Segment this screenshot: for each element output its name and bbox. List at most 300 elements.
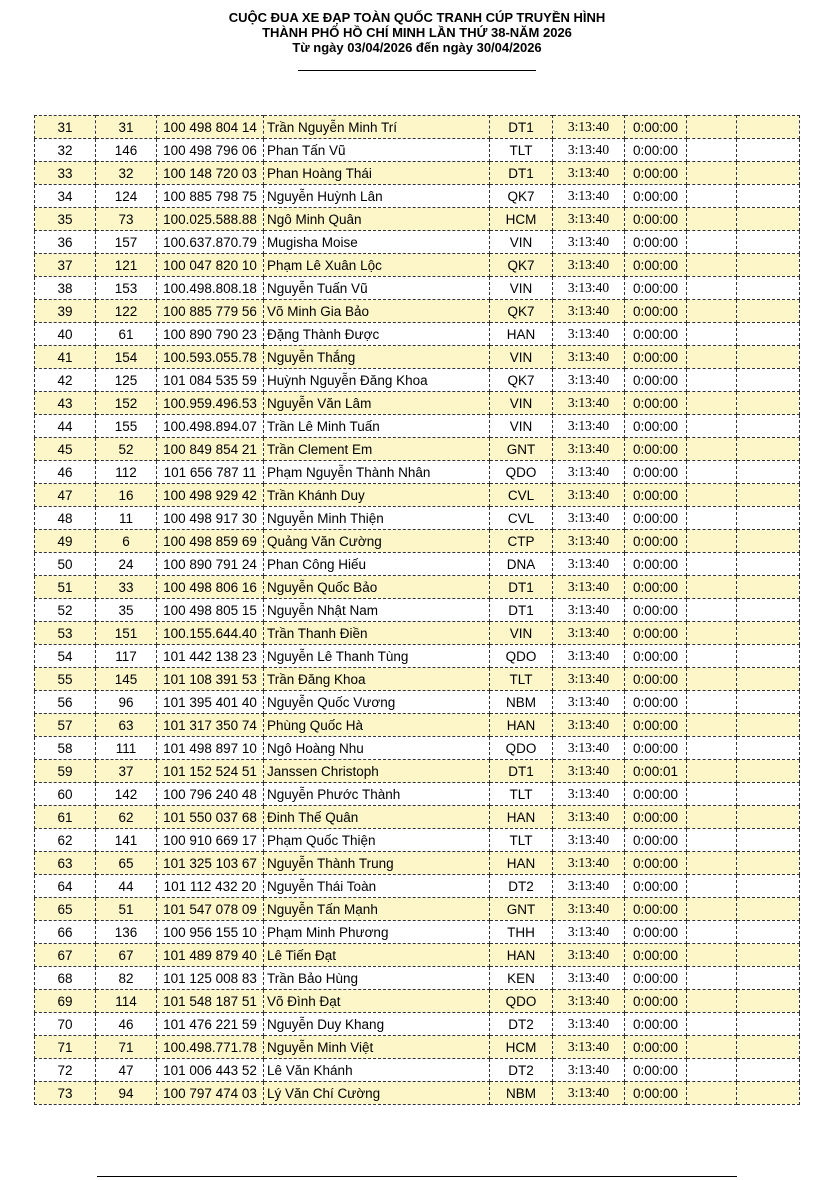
uci-id-cell: 101 476 221 59 [157,1013,264,1036]
team-code-cell: DT1 [490,760,553,783]
bib-cell: 16 [96,484,157,507]
rank-cell: 51 [35,576,96,599]
rank-cell: 67 [35,944,96,967]
rider-name-cell: Đặng Thành Được [264,323,490,346]
team-code-cell: VIN [490,277,553,300]
empty-cell [737,323,800,346]
bib-cell: 51 [96,898,157,921]
empty-cell [687,599,737,622]
empty-cell [687,484,737,507]
rank-cell: 53 [35,622,96,645]
bib-cell: 32 [96,162,157,185]
footer-divider [97,1176,737,1177]
finish-time-cell: 3:13:40 [553,1013,625,1036]
table-row [35,185,800,208]
empty-cell [737,944,800,967]
bib-cell: 111 [96,737,157,760]
rank-cell: 34 [35,185,96,208]
time-gap-cell: 0:00:00 [625,530,687,553]
uci-id-cell: 100.637.870.79 [157,231,264,254]
bib-cell: 136 [96,921,157,944]
results-body [35,116,800,1105]
time-gap-cell: 0:00:00 [625,1036,687,1059]
rider-name-cell: Phạm Nguyễn Thành Nhân [264,461,490,484]
rank-cell: 48 [35,507,96,530]
finish-time-cell: 3:13:40 [553,875,625,898]
empty-cell [687,162,737,185]
team-code-cell: VIN [490,622,553,645]
team-code-cell: HAN [490,852,553,875]
event-dates: Từ ngày 03/04/2026 đến ngày 30/04/2026 [292,40,542,55]
time-gap-cell: 0:00:00 [625,645,687,668]
team-code-cell: QK7 [490,369,553,392]
uci-id-cell: 100 498 806 16 [157,576,264,599]
empty-cell [737,829,800,852]
bib-cell: 153 [96,277,157,300]
empty-cell [687,875,737,898]
time-gap-cell: 0:00:00 [625,438,687,461]
finish-time-cell: 3:13:40 [553,461,625,484]
table-row [35,967,800,990]
table-row [35,553,800,576]
uci-id-cell: 100 498 929 42 [157,484,264,507]
table-row [35,668,800,691]
team-code-cell: DT1 [490,576,553,599]
bib-cell: 6 [96,530,157,553]
finish-time-cell: 3:13:40 [553,300,625,323]
rider-name-cell: Nguyễn Huỳnh Lân [264,185,490,208]
rider-name-cell: Phạm Lê Xuân Lộc [264,254,490,277]
team-code-cell: QDO [490,645,553,668]
uci-id-cell: 100 498 804 14 [157,116,264,139]
table-row [35,806,800,829]
uci-id-cell: 101 108 391 53 [157,668,264,691]
finish-time-cell: 3:13:40 [553,668,625,691]
rider-name-cell: Nguyễn Tấn Mạnh [264,898,490,921]
team-code-cell: HCM [490,1036,553,1059]
rank-cell: 33 [35,162,96,185]
rank-cell: 58 [35,737,96,760]
table-row [35,921,800,944]
bib-cell: 141 [96,829,157,852]
uci-id-cell: 101 489 879 40 [157,944,264,967]
rank-cell: 71 [35,1036,96,1059]
rank-cell: 36 [35,231,96,254]
uci-id-cell: 101 006 443 52 [157,1059,264,1082]
finish-time-cell: 3:13:40 [553,438,625,461]
finish-time-cell: 3:13:40 [553,346,625,369]
empty-cell [737,346,800,369]
rider-name-cell: Huỳnh Nguyễn Đăng Khoa [264,369,490,392]
team-code-cell: HAN [490,323,553,346]
rider-name-cell: Lý Văn Chí Cường [264,1082,490,1105]
rank-cell: 44 [35,415,96,438]
table-row [35,507,800,530]
rider-name-cell: Phan Tấn Vũ [264,139,490,162]
team-code-cell: QK7 [490,254,553,277]
empty-cell [687,116,737,139]
time-gap-cell: 0:00:00 [625,116,687,139]
empty-cell [687,921,737,944]
rank-cell: 32 [35,139,96,162]
empty-cell [687,829,737,852]
bib-cell: 24 [96,553,157,576]
finish-time-cell: 3:13:40 [553,898,625,921]
rider-name-cell: Trần Đăng Khoa [264,668,490,691]
rider-name-cell: Nguyễn Lê Thanh Tùng [264,645,490,668]
time-gap-cell: 0:00:00 [625,1013,687,1036]
uci-id-cell: 101 498 897 10 [157,737,264,760]
empty-cell [737,1059,800,1082]
empty-cell [737,921,800,944]
uci-id-cell: 100 498 796 06 [157,139,264,162]
time-gap-cell: 0:00:00 [625,852,687,875]
finish-time-cell: 3:13:40 [553,737,625,760]
table-row [35,392,800,415]
rider-name-cell: Nguyễn Phước Thành [264,783,490,806]
bib-cell: 146 [96,139,157,162]
table-row [35,783,800,806]
rank-cell: 65 [35,898,96,921]
empty-cell [737,162,800,185]
time-gap-cell: 0:00:00 [625,990,687,1013]
empty-cell [737,277,800,300]
empty-cell [737,530,800,553]
empty-cell [687,507,737,530]
empty-cell [687,139,737,162]
rank-cell: 31 [35,116,96,139]
table-row [35,691,800,714]
finish-time-cell: 3:13:40 [553,806,625,829]
finish-time-cell: 3:13:40 [553,553,625,576]
bib-cell: 124 [96,185,157,208]
rank-cell: 66 [35,921,96,944]
uci-id-cell: 100 796 240 48 [157,783,264,806]
team-code-cell: HAN [490,714,553,737]
rider-name-cell: Nguyễn Thành Trung [264,852,490,875]
bib-cell: 63 [96,714,157,737]
finish-time-cell: 3:13:40 [553,208,625,231]
bib-cell: 145 [96,668,157,691]
team-code-cell: HAN [490,944,553,967]
finish-time-cell: 3:13:40 [553,484,625,507]
empty-cell [687,576,737,599]
table-row [35,1059,800,1082]
team-code-cell: TLT [490,829,553,852]
team-code-cell: GNT [490,898,553,921]
time-gap-cell: 0:00:00 [625,622,687,645]
table-row [35,737,800,760]
empty-cell [687,530,737,553]
team-code-cell: VIN [490,231,553,254]
uci-id-cell: 100 849 854 21 [157,438,264,461]
time-gap-cell: 0:00:00 [625,415,687,438]
uci-id-cell: 101 395 401 40 [157,691,264,714]
rank-cell: 52 [35,599,96,622]
finish-time-cell: 3:13:40 [553,1036,625,1059]
bib-cell: 154 [96,346,157,369]
rank-cell: 39 [35,300,96,323]
time-gap-cell: 0:00:00 [625,208,687,231]
rider-name-cell: Võ Đình Đạt [264,990,490,1013]
rank-cell: 56 [35,691,96,714]
uci-id-cell: 100 885 798 75 [157,185,264,208]
uci-id-cell: 101 548 187 51 [157,990,264,1013]
empty-cell [737,1013,800,1036]
finish-time-cell: 3:13:40 [553,1082,625,1105]
rank-cell: 60 [35,783,96,806]
table-row [35,277,800,300]
team-code-cell: DT1 [490,599,553,622]
uci-id-cell: 100 148 720 03 [157,162,264,185]
rider-name-cell: Võ Minh Gia Bảo [264,300,490,323]
rank-cell: 35 [35,208,96,231]
table-row [35,599,800,622]
finish-time-cell: 3:13:40 [553,1059,625,1082]
empty-cell [737,415,800,438]
rank-cell: 61 [35,806,96,829]
empty-cell [687,1082,737,1105]
empty-cell [737,507,800,530]
rider-name-cell: Phan Hoàng Thái [264,162,490,185]
empty-cell [737,438,800,461]
time-gap-cell: 0:00:00 [625,1082,687,1105]
rank-cell: 40 [35,323,96,346]
time-gap-cell: 0:00:00 [625,944,687,967]
time-gap-cell: 0:00:00 [625,254,687,277]
rider-name-cell: Trần Nguyễn Minh Trí [264,116,490,139]
bib-cell: 65 [96,852,157,875]
time-gap-cell: 0:00:00 [625,392,687,415]
uci-id-cell: 100.155.644.40 [157,622,264,645]
empty-cell [687,783,737,806]
table-row [35,116,800,139]
uci-id-cell: 100.959.496.53 [157,392,264,415]
team-code-cell: DT1 [490,162,553,185]
rank-cell: 50 [35,553,96,576]
finish-time-cell: 3:13:40 [553,760,625,783]
time-gap-cell: 0:00:00 [625,875,687,898]
empty-cell [737,875,800,898]
empty-cell [687,369,737,392]
team-code-cell: VIN [490,415,553,438]
finish-time-cell: 3:13:40 [553,576,625,599]
rider-name-cell: Janssen Christoph [264,760,490,783]
time-gap-cell: 0:00:00 [625,162,687,185]
event-title: CUỘC ĐUA XE ĐẠP TOÀN QUỐC TRANH CÚP TRUYỀN HÌNH [228,10,606,25]
uci-id-cell: 100 890 790 23 [157,323,264,346]
rider-name-cell: Trần Bảo Hùng [264,967,490,990]
rider-name-cell: Trần Lê Minh Tuấn [264,415,490,438]
uci-id-cell: 100.498.808.18 [157,277,264,300]
empty-cell [737,691,800,714]
empty-cell [737,208,800,231]
uci-id-cell: 101 550 037 68 [157,806,264,829]
rank-cell: 55 [35,668,96,691]
team-code-cell: HAN [490,806,553,829]
finish-time-cell: 3:13:40 [553,691,625,714]
bib-cell: 31 [96,116,157,139]
rider-name-cell: Ngô Minh Quân [264,208,490,231]
empty-cell [737,392,800,415]
time-gap-cell: 0:00:00 [625,737,687,760]
empty-cell [737,760,800,783]
team-code-cell: HCM [490,208,553,231]
team-code-cell: DT1 [490,116,553,139]
bib-cell: 47 [96,1059,157,1082]
empty-cell [687,990,737,1013]
rider-name-cell: Trần Thanh Điền [264,622,490,645]
uci-id-cell: 101 084 535 59 [157,369,264,392]
rank-cell: 47 [35,484,96,507]
empty-cell [687,1013,737,1036]
empty-cell [737,461,800,484]
table-row [35,369,800,392]
rank-cell: 69 [35,990,96,1013]
team-code-cell: THH [490,921,553,944]
empty-cell [737,553,800,576]
empty-cell [687,553,737,576]
bib-cell: 151 [96,622,157,645]
finish-time-cell: 3:13:40 [553,415,625,438]
rider-name-cell: Trần Clement Em [264,438,490,461]
rider-name-cell: Nguyễn Quốc Bảo [264,576,490,599]
table-row [35,1036,800,1059]
team-code-cell: QDO [490,990,553,1013]
rider-name-cell: Phạm Minh Phương [264,921,490,944]
empty-cell [737,576,800,599]
time-gap-cell: 0:00:00 [625,829,687,852]
uci-id-cell: 101 317 350 74 [157,714,264,737]
rider-name-cell: Trần Khánh Duy [264,484,490,507]
empty-cell [687,231,737,254]
empty-cell [737,1082,800,1105]
bib-cell: 117 [96,645,157,668]
team-code-cell: KEN [490,967,553,990]
rank-cell: 63 [35,852,96,875]
rider-name-cell: Phùng Quốc Hà [264,714,490,737]
table-row [35,484,800,507]
empty-cell [687,668,737,691]
finish-time-cell: 3:13:40 [553,116,625,139]
empty-cell [737,967,800,990]
uci-id-cell: 100 797 474 03 [157,1082,264,1105]
finish-time-cell: 3:13:40 [553,714,625,737]
team-code-cell: TLT [490,139,553,162]
bib-cell: 112 [96,461,157,484]
table-row [35,898,800,921]
empty-cell [737,1036,800,1059]
team-code-cell: DT2 [490,875,553,898]
empty-cell [687,438,737,461]
time-gap-cell: 0:00:00 [625,691,687,714]
time-gap-cell: 0:00:00 [625,898,687,921]
uci-id-cell: 101 656 787 11 [157,461,264,484]
table-row [35,875,800,898]
empty-cell [687,185,737,208]
table-row [35,622,800,645]
rider-name-cell: Phan Công Hiếu [264,553,490,576]
finish-time-cell: 3:13:40 [553,323,625,346]
empty-cell [737,116,800,139]
uci-id-cell: 101 442 138 23 [157,645,264,668]
empty-cell [687,1036,737,1059]
empty-cell [737,599,800,622]
time-gap-cell: 0:00:00 [625,323,687,346]
time-gap-cell: 0:00:00 [625,806,687,829]
rank-cell: 68 [35,967,96,990]
uci-id-cell: 100 885 779 56 [157,300,264,323]
empty-cell [737,898,800,921]
uci-id-cell: 100 498 805 15 [157,599,264,622]
finish-time-cell: 3:13:40 [553,944,625,967]
team-code-cell: NBM [490,691,553,714]
table-row [35,415,800,438]
rank-cell: 62 [35,829,96,852]
empty-cell [687,806,737,829]
uci-id-cell: 100.593.055.78 [157,346,264,369]
empty-cell [687,208,737,231]
team-code-cell: CVL [490,507,553,530]
finish-time-cell: 3:13:40 [553,392,625,415]
bib-cell: 125 [96,369,157,392]
table-row [35,438,800,461]
time-gap-cell: 0:00:00 [625,139,687,162]
time-gap-cell: 0:00:00 [625,461,687,484]
table-row [35,1082,800,1105]
uci-id-cell: 100 498 917 30 [157,507,264,530]
team-code-cell: VIN [490,346,553,369]
team-code-cell: TLT [490,668,553,691]
table-row [35,829,800,852]
time-gap-cell: 0:00:00 [625,668,687,691]
table-row [35,760,800,783]
table-row [35,576,800,599]
table-row [35,990,800,1013]
rider-name-cell: Quảng Văn Cường [264,530,490,553]
time-gap-cell: 0:00:00 [625,185,687,208]
rider-name-cell: Mugisha Moise [264,231,490,254]
team-code-cell: TLT [490,783,553,806]
empty-cell [687,898,737,921]
finish-time-cell: 3:13:40 [553,645,625,668]
finish-time-cell: 3:13:40 [553,852,625,875]
bib-cell: 67 [96,944,157,967]
rider-name-cell: Nguyễn Minh Việt [264,1036,490,1059]
team-code-cell: DT2 [490,1013,553,1036]
team-code-cell: DNA [490,553,553,576]
uci-id-cell: 100 047 820 10 [157,254,264,277]
finish-time-cell: 3:13:40 [553,231,625,254]
rider-name-cell: Đinh Thế Quân [264,806,490,829]
finish-time-cell: 3:13:40 [553,990,625,1013]
rider-name-cell: Nguyễn Duy Khang [264,1013,490,1036]
empty-cell [737,231,800,254]
time-gap-cell: 0:00:00 [625,1059,687,1082]
finish-time-cell: 3:13:40 [553,139,625,162]
bib-cell: 62 [96,806,157,829]
empty-cell [737,852,800,875]
rider-name-cell: Phạm Quốc Thiện [264,829,490,852]
time-gap-cell: 0:00:00 [625,300,687,323]
empty-cell [737,645,800,668]
team-code-cell: VIN [490,392,553,415]
finish-time-cell: 3:13:40 [553,369,625,392]
finish-time-cell: 3:13:40 [553,622,625,645]
uci-id-cell: 100.498.894.07 [157,415,264,438]
empty-cell [687,415,737,438]
team-code-cell: QK7 [490,185,553,208]
